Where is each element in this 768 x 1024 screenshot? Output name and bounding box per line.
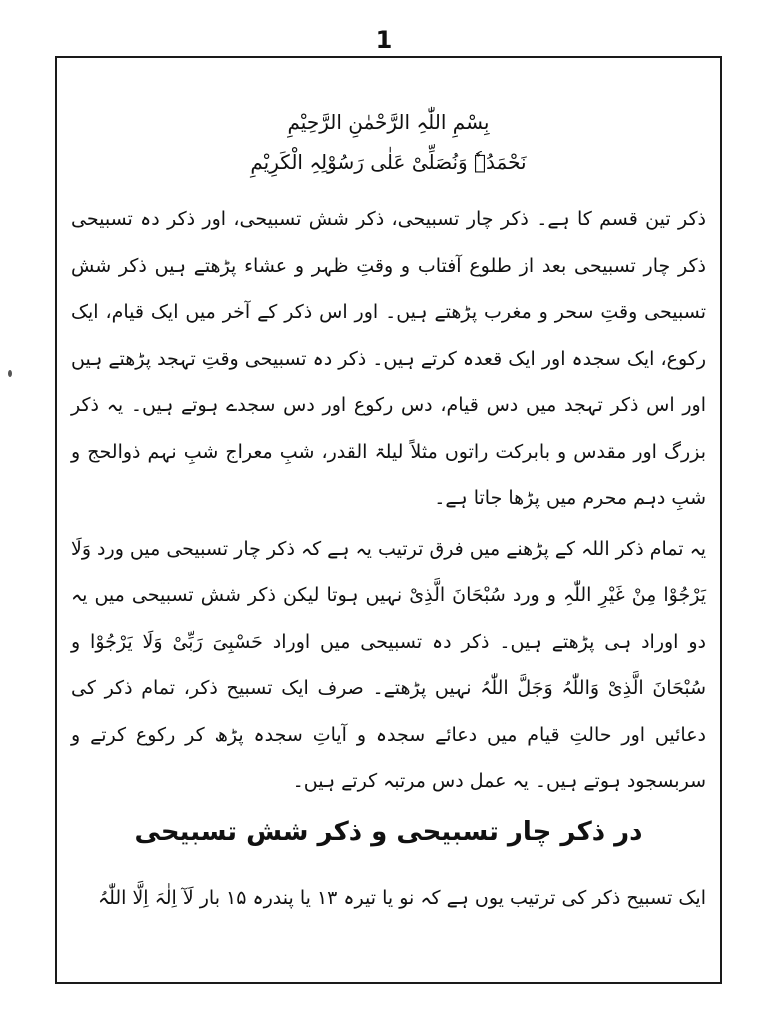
section-first-line: ایک تسبیح ذکر کی ترتیب یوں ہے کہ نو یا تیرہ ۱۳ یا پندرہ ۱۵ بار لَآ اِلٰہَ اِلَّا اللّٰہُ (97, 886, 706, 909)
paragraph-order-difference: یہ تمام ذکر اللہ کے پڑھنے میں فرق ترتیب یہ ہے کہ ذکر چار تسبیحی میں ورد وَلَا یَرْجُوْا مِنْ غَیْرِ اللّٰہِ و ورد سُبْحَانَ الَّذِیْ نہیں ہوتا لیکن ذکر شش تسبیحی میں یہ دو اوراد ہی پڑھتے ہیں۔ ذکر دہ تسبیحی میں اوراد حَسْبِیَ رَبِّیْ وَلَا یَرْجُوْا و سُبْحَانَ الَّذِیْ وَاللّٰہُ وَجَلَّ اللّٰہُ نہیں پڑھتے۔ صرف ایک تسبیح ذکر، تمام ذکر کی دعائیں اور حالتِ قیام میں دعائے سجدہ و آیاتِ سجدہ پڑھ کر رکوع کرتے و سربسجود ہوتے ہیں۔ یہ عمل دس مرتبہ کرتے ہیں۔ (71, 537, 706, 792)
section-heading: در ذکر چار تسبیحی و ذکر شش تسبیحی (134, 816, 643, 847)
paragraph-types-of-zikr: ذکر تین قسم کا ہے۔ ذکر چار تسبیحی، ذکر شش تسبیحی، اور ذکر دہ تسبیحی ذکر چار تسبیحی بعد از طلوع آفتاب و وقتِ ظہر و عشاء پڑھتے ہیں ذکر شش تسبیحی وقتِ سحر و مغرب پڑھتے ہیں۔ اور اس ذکر کے آخر میں ایک قیام، ایک رکوع، ایک سجدہ اور ایک قعدہ کرتے ہیں۔ ذکر دہ تسبیحی وقتِ تہجد پڑھتے ہیں اور اس ذکر تہجد میں دس قیام، دس رکوع اور دس سجدے ہوتے ہیں۔ یہ ذکر بزرگ اور مقدس و بابرکت راتوں مثلاً لیلۃ القدر، شبِ معراج شبِ نہم ذوالحج و شبِ دہم محرم میں پڑھا جاتا ہے۔ (71, 208, 706, 509)
scan-speck (8, 370, 12, 377)
page-number: 1 (375, 26, 393, 54)
document-body (71, 102, 706, 921)
salutation-line: نَحْمَدُہٗ وَنُصَلِّیْ عَلٰی رَسُوْلِہِ الْکَرِیْمِ (250, 150, 527, 174)
page-border-frame (55, 56, 722, 984)
basmala-heading: بِسْمِ اللّٰہِ الرَّحْمٰنِ الرَّحِیْمِ (287, 110, 490, 134)
